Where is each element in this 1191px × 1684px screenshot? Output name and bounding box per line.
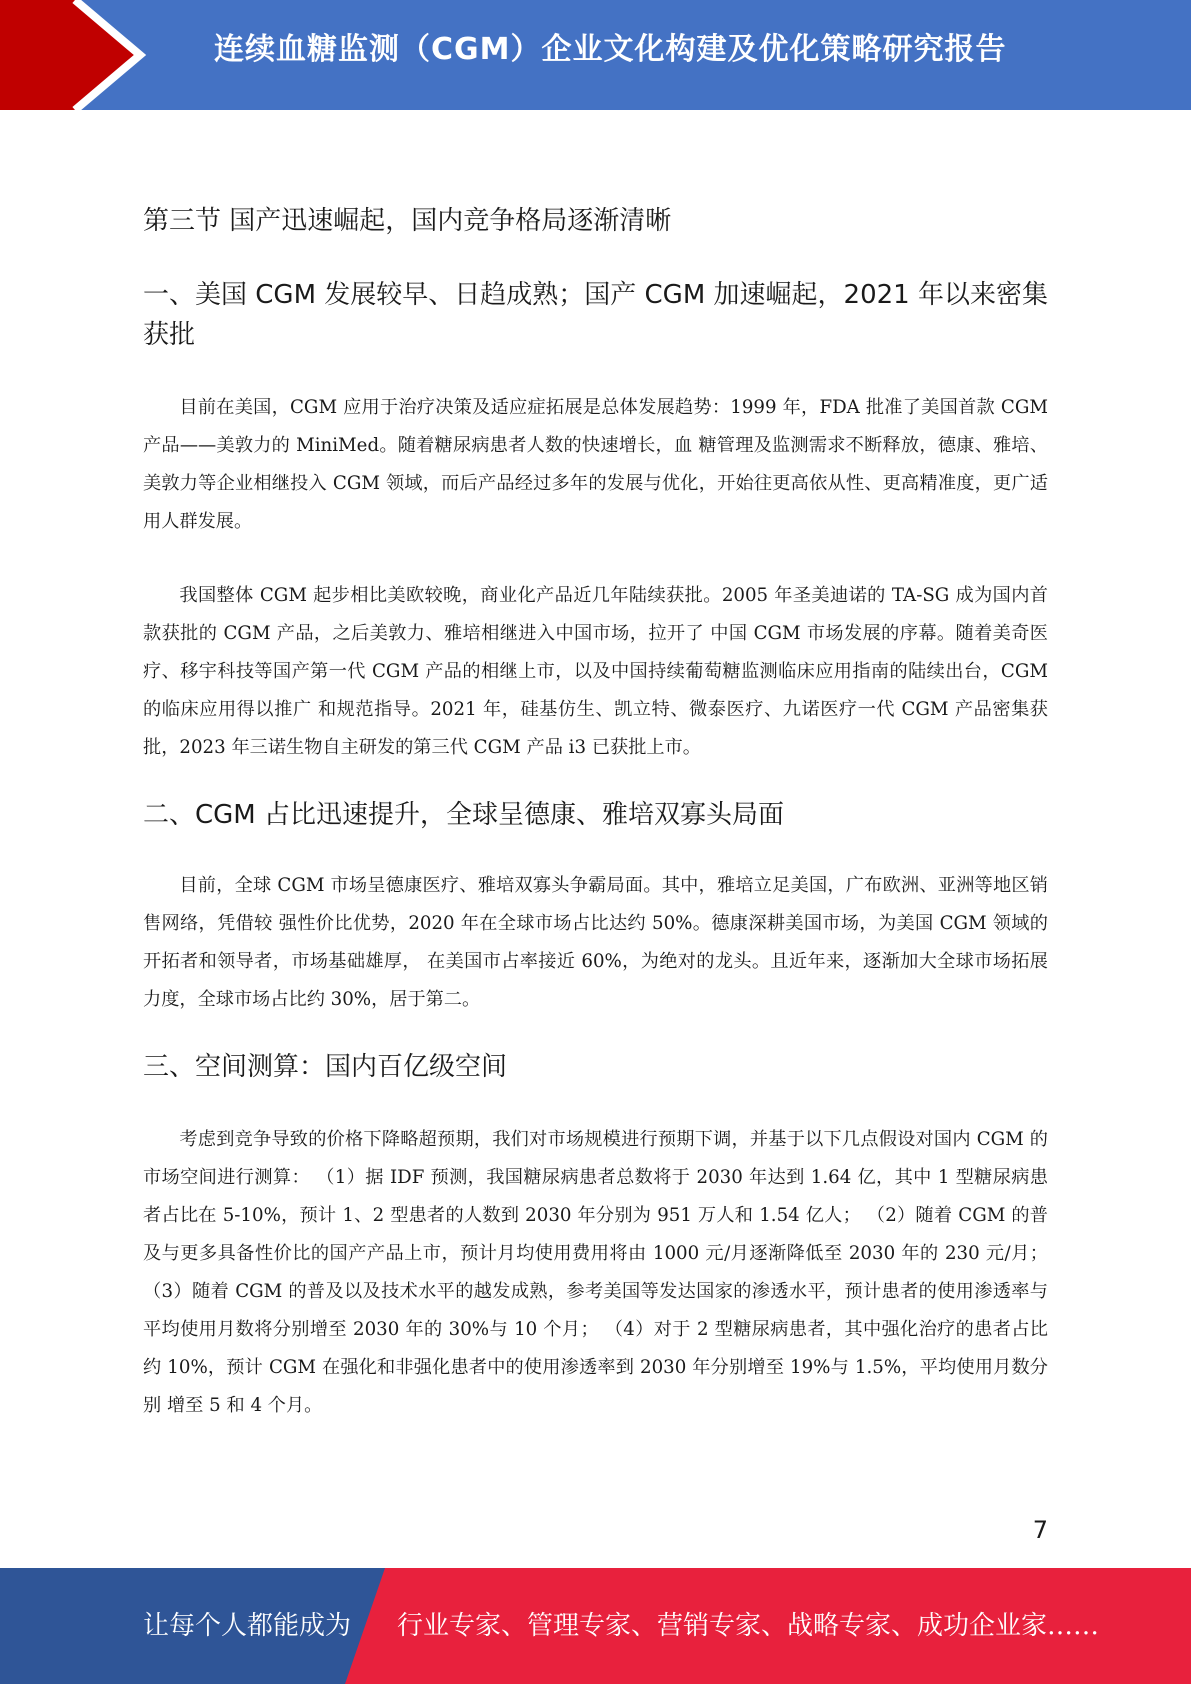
footer-slogan-left: 让每个人都能成为 [143, 1611, 352, 1641]
page-number: 7 [1032, 1516, 1048, 1544]
heading-1: 一、美国 CGM 发展较早、日趋成熟；国产 CGM 加速崛起，2021 年以来密集获批 [143, 280, 1048, 350]
heading-2: 二、CGM 占比迅速提升，全球呈德康、雅培双寡头局面 [143, 800, 784, 830]
header-banner [0, 0, 1191, 110]
paragraph-2: 我国整体 CGM 起步相比美欧较晚，商业化产品近几年陆续获批。2005 年圣美迪诺的 TA-SG 成为国内首款获批的 CGM 产品，之后美敦力、雅培相继进入中国市场，拉开了 中国 CGM 市场发展的序幕。随着美奇医疗、移宇科技等国产第一代 CGM 产品的相继上市，以及中国持续葡萄糖监测临床应用指南的陆续出台，CGM 的临床应用得以推广 和规范指导。2021 年，硅基仿生、凯立特、微泰医疗、九诺医疗一代 CGM 产品密集获批，2023 年三诺生物自主研发的第三代 CGM 产品 i3 已获批上市。 [143, 585, 1048, 758]
footer-slogan-right: 行业专家、管理专家、营销专家、战略专家、成功企业家…… [397, 1611, 1100, 1641]
footer-banner [0, 1568, 1191, 1684]
heading-3: 三、空间测算：国内百亿级空间 [143, 1052, 508, 1082]
main-content [143, 195, 1048, 1425]
paragraph-3: 目前，全球 CGM 市场呈德康医疗、雅培双寡头争霸局面。其中，雅培立足美国，广布欧洲、亚洲等地区销售网络，凭借较 强性价比优势，2020 年在全球市场占比达约 50%。德康深耕美国市场，为美国 CGM 领域的开拓者和领导者，市场基础雄厚， 在美国市占率接近 60%，为绝对的龙头。且近年来，逐渐加大全球市场拓展力度，全球市场占比约 30%，居于第二。 [143, 875, 1048, 1010]
section-title: 第三节 国产迅速崛起，国内竞争格局逐渐清晰 [143, 206, 672, 236]
paragraph-1: 目前在美国，CGM 应用于治疗决策及适应症拓展是总体发展趋势：1999 年，FDA 批准了美国首款 CGM 产品——美敦力的 MiniMed。随着糖尿病患者人数的快速增长，血 糖管理及监测需求不断释放，德康、雅培、美敦力等企业相继投入 CGM 领域，而后产品经过多年的发展与优化，开始往更高依从性、更高精准度，更广适用人群发展。 [143, 397, 1048, 532]
paragraph-4: 考虑到竞争导致的价格下降略超预期，我们对市场规模进行预期下调，并基于以下几点假设对国内 CGM 的市场空间进行测算： （1）据 IDF 预测，我国糖尿病患者总数将于 2030 年达到 1.64 亿，其中 1 型糖尿病患者占比在 5-10%，预计 1、2 型患者的人数到 2030 年分别为 951 万人和 1.54 亿人； （2）随着 CGM 的普及与更多具备性价比的国产产品上市，预计月均使用费用将由 1000 元/月逐渐降低至 2030 年的 230 元/月； （3）随着 CGM 的普及以及技术水平的越发成熟，参考美国等发达国家的渗透水平，预计患者的使用渗透率与平均使用月数将分别增至 2030 年的 30%与 10 个月； （4）对于 2 型糖尿病患者，其中强化治疗的患者占比约 10%，预计 CGM 在强化和非强化患者中的使用渗透率到 2030 年分别增至 19%与 1.5%，平均使用月数分别 增至 5 和 4 个月。 [143, 1129, 1048, 1416]
report-title: 连续血糖监测（CGM）企业文化构建及优化策略研究报告 [214, 32, 1007, 67]
